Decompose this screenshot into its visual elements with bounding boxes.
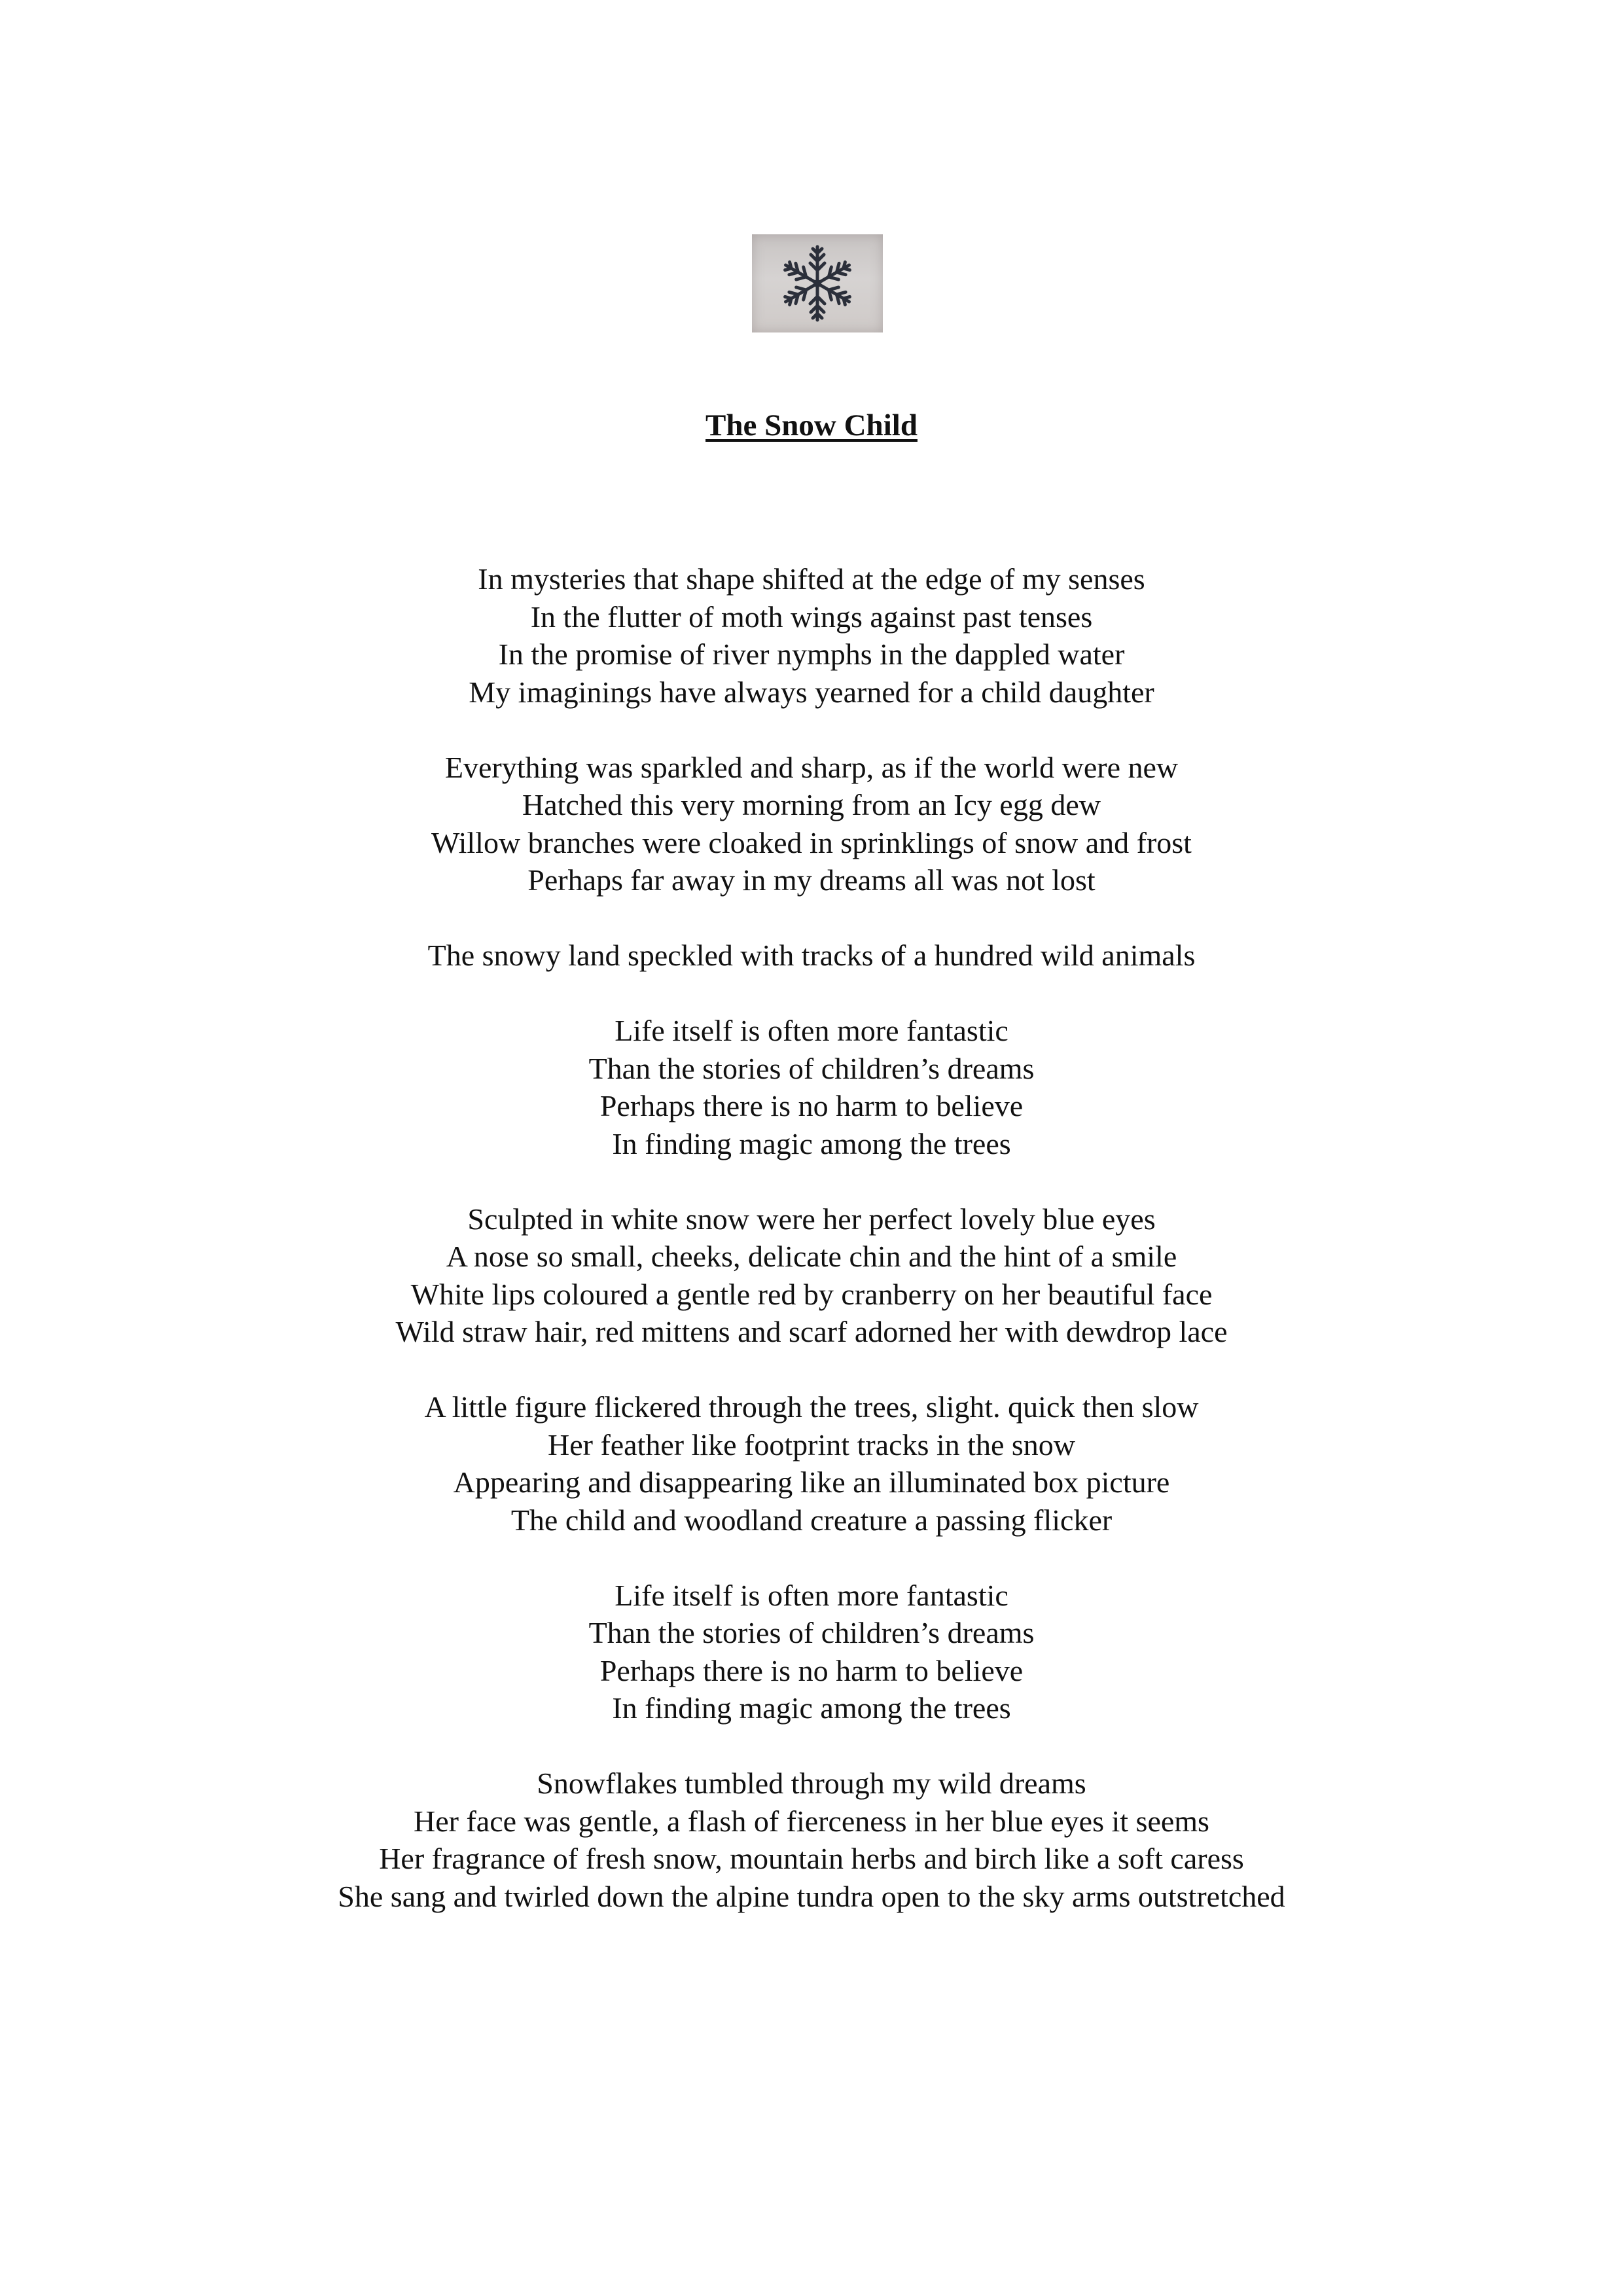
poem-line: Hatched this very morning from an Icy egg dew xyxy=(522,788,1101,821)
stanza xyxy=(0,560,1623,711)
poem-line: Perhaps there is no harm to believe xyxy=(599,1653,1024,1687)
stanza xyxy=(0,1577,1623,1727)
stanza xyxy=(0,1765,1623,1915)
poem-line: She sang and twirled down the alpine tundra open to the sky arms outstretched xyxy=(338,1879,1285,1913)
snowflake-image xyxy=(752,234,883,332)
poem-line: My imaginings have always yearned for a child daughter xyxy=(469,675,1154,709)
poem-line: Life itself is often more fantastic xyxy=(615,1014,1008,1047)
poem-line: In mysteries that shape shifted at the edge of my senses xyxy=(478,562,1145,596)
poem-line: In the flutter of moth wings against past tenses xyxy=(530,600,1093,634)
poem-line: Appearing and disappearing like an illuminated box picture xyxy=(453,1465,1170,1499)
poem-line: The child and woodland creature a passing flicker xyxy=(510,1503,1113,1537)
stanza xyxy=(0,937,1623,975)
poem-body xyxy=(0,560,1623,1953)
poem-line: In the promise of river nymphs in the dappled water xyxy=(498,637,1125,671)
poem-line: A little figure flickered through the trees, slight. quick then slow xyxy=(424,1390,1199,1424)
poem-line: Her face was gentle, a flash of fierceness in her blue eyes it seems xyxy=(414,1804,1209,1838)
poem-line: The snowy land speckled with tracks of a hundred wild animals xyxy=(427,939,1196,972)
poem-line: Willow branches were cloaked in sprinklings of snow and frost xyxy=(431,825,1192,859)
poem-line: Her fragrance of fresh snow, mountain herbs and birch like a soft caress xyxy=(379,1842,1244,1875)
poem-line: In finding magic among the trees xyxy=(612,1126,1011,1160)
stanza xyxy=(0,1012,1623,1162)
poem-line: White lips coloured a gentle red by cranberry on her beautiful face xyxy=(410,1277,1213,1311)
poem-line: Perhaps far away in my dreams all was not lost xyxy=(527,863,1096,897)
poem-line: Life itself is often more fantastic xyxy=(615,1578,1008,1612)
poem-line: Wild straw hair, red mittens and scarf adorned her with dewdrop lace xyxy=(395,1315,1228,1348)
stanza xyxy=(0,749,1623,899)
poem-line: Snowflakes tumbled through my wild dreams xyxy=(537,1767,1086,1800)
stanza xyxy=(0,1200,1623,1351)
poem-line: Than the stories of children’s dreams xyxy=(588,1616,1035,1649)
poem-line: Everything was sparkled and sharp, as if the world were new xyxy=(444,750,1179,784)
poem-line: A nose so small, cheeks, delicate chin and the hint of a smile xyxy=(446,1240,1177,1273)
snowflake-icon xyxy=(752,234,883,332)
poem-line: Sculpted in white snow were her perfect lovely blue eyes xyxy=(467,1202,1156,1236)
poem-line: Perhaps there is no harm to believe xyxy=(599,1089,1024,1122)
poem-line: Than the stories of children’s dreams xyxy=(588,1051,1035,1085)
poem-line: Her feather like footprint tracks in the snow xyxy=(547,1427,1075,1462)
poem-title: The Snow Child xyxy=(705,408,918,442)
poem-line: In finding magic among the trees xyxy=(612,1691,1011,1725)
stanza xyxy=(0,1388,1623,1539)
